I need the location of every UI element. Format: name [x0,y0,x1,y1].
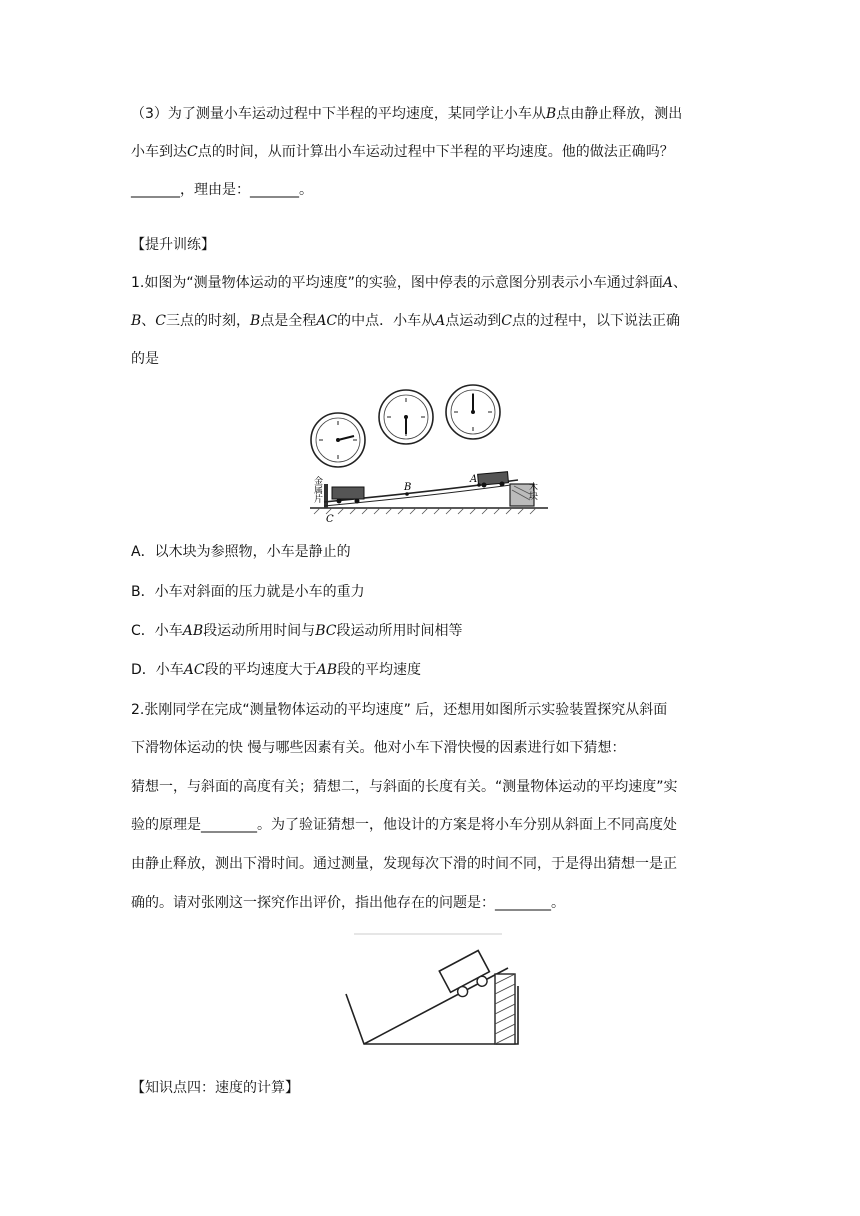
label-wood-block: 木块 [527,482,537,500]
q2-line2: 下滑物体运动的快 慢与哪些因素有关。他对小车下滑快慢的因素进行如下猜想： [131,740,626,756]
label-metal-plate: 金属片 [312,476,322,503]
label-point-a: A [470,474,478,485]
car-icon [439,950,494,1001]
q1-line1: 1.如图为“测量物体运动的平均速度”的实验，图中停表的示意图分别表示小车通过斜面A、 [131,275,687,291]
label-point-b: B [404,482,412,493]
q2-line4: 验的原理是________。为了验证猜想一，他设计的方案是将小车分别从斜面上不同高度处 [131,817,677,833]
section-heading-practice: 【提升训练】 [131,237,215,253]
figure-incline-stopwatches [300,382,556,524]
q1-option-b: B．小车对斜面的压力就是小车的重力 [131,584,365,600]
part3-line1: （3）为了测量小车运动过程中下半程的平均速度，某同学让小车从B点由静止释放，测出 [131,106,683,122]
q2-line3: 猜想一，与斜面的高度有关；猜想二，与斜面的长度有关。“测量物体运动的平均速度”实 [131,779,678,795]
q2-line6: 确的。请对张刚这一探究作出评价，指出他存在的问题是：________。 [131,895,565,911]
section-heading-knowledge-point-4: 【知识点四：速度的计算】 [131,1080,299,1096]
label-point-c: C [326,514,334,524]
stopwatch-c-icon [311,413,365,467]
q1-line3: 的是 [131,351,159,367]
stopwatch-b-icon [379,390,433,444]
q1-option-a: A．以木块为参照物，小车是静止的 [131,544,351,560]
q1-option-c: C．小车AB段运动所用时间与BC段运动所用时间相等 [131,623,463,639]
part3-line3: _______，理由是：_______。 [131,182,313,198]
q2-line5: 由静止释放，测出下滑时间。通过测量，发现每次下滑的时间不同，于是得出猜想一是正 [131,856,677,872]
q2-line1: 2.张刚同学在完成“测量物体运动的平均速度” 后，还想用如图所示实验装置探究从斜面 [131,702,668,718]
stopwatch-a-icon [446,385,500,439]
q1-line2: B、C三点的时刻，B点是全程AC的中点．小车从A点运动到C点的过程中，以下说法正确 [131,313,680,329]
figure-incline-car [340,932,524,1050]
q1-option-d: D．小车AC段的平均速度大于AB段的平均速度 [131,662,422,678]
part3-line2: 小车到达C点的时间，从而计算出小车运动过程中下半程的平均速度。他的做法正确吗？ [131,144,674,160]
